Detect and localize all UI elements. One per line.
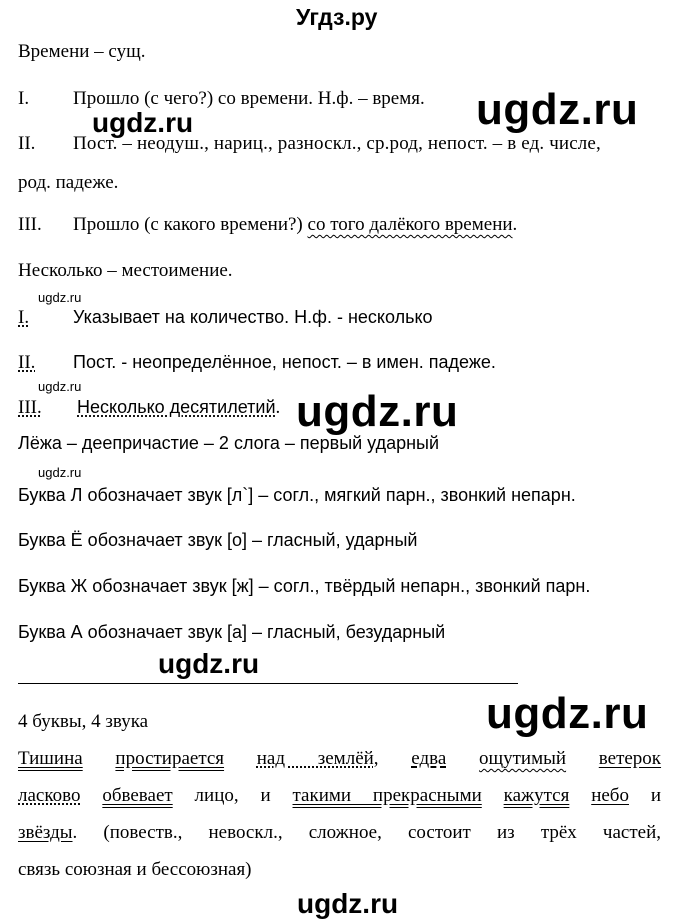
- letter-line-a: Буква А обозначает звук [а] – гласный, безударный: [18, 622, 446, 642]
- sentence-line4: связь союзная и бессоюзная): [18, 859, 252, 880]
- letter-line-yo: Буква Ё обозначает звук [о] – гласный, ударный: [18, 530, 418, 550]
- subject-word-2: ветерок: [598, 748, 662, 769]
- predicate-word-3: кажутся: [503, 785, 570, 806]
- line-text: Пост. – неодуш., нариц., разноскл., ср.род, непост. – в ед. числе,: [73, 133, 601, 154]
- modifier-word: едва: [411, 748, 447, 769]
- line-end: .: [275, 397, 281, 418]
- roman-numeral: II.: [18, 352, 36, 373]
- horizontal-divider: [18, 683, 518, 684]
- page-header: Угдз.ру: [296, 4, 378, 30]
- underlined-phrase: Несколько десятилетий: [77, 397, 276, 417]
- roman-numeral: II.: [18, 133, 36, 154]
- roman-numeral: III.: [18, 397, 42, 418]
- letter-line-l: Буква Л обозначает звук [л`] – согл., мягкий парн., звонкий непарн.: [18, 485, 576, 505]
- watermark: ugdz.ru: [486, 689, 649, 738]
- section1-line1: [18, 88, 425, 110]
- watermark: ugdz.ru: [297, 888, 399, 919]
- letter-line-zh: Буква Ж обозначает звук [ж] – согл., твёрдый непарн., звонкий парн.: [18, 576, 591, 596]
- line-text: Прошло (с чего?) со времени. Н.ф. – время.: [73, 88, 425, 109]
- section3-heading: Лёжа – деепричастие – 2 слога – первый ударный: [18, 433, 440, 453]
- subject-word: Тишина: [18, 748, 83, 769]
- subject-word-4: звёзды: [18, 822, 73, 843]
- watermark: ugdz.ru: [38, 290, 82, 305]
- sentence-description: . (повеств., невоскл., сложное, состоит из трёх частей,: [72, 822, 661, 843]
- watermark: ugdz.ru: [296, 387, 459, 436]
- roman-numeral: I.: [18, 307, 30, 328]
- roman-numeral: I.: [18, 88, 30, 109]
- predicate-word: простирается: [115, 748, 225, 769]
- adverb-word: ласково: [18, 785, 81, 806]
- roman-numeral: III.: [18, 214, 42, 235]
- line-text: Пост. - неопределённое, непост. – в имен. падеже.: [73, 352, 496, 372]
- line-text: Прошло (с какого времени?): [73, 214, 308, 235]
- line-text: Указывает на количество. Н.ф. - несколько: [73, 307, 433, 327]
- section1-heading: Времени – сущ.: [18, 41, 146, 62]
- letters-sounds-count: 4 буквы, 4 звука: [18, 711, 149, 732]
- section2-line1: [18, 306, 433, 329]
- watermark: ugdz.ru: [92, 107, 194, 138]
- sentence-line1: Тишина простирается над землёй, едва ощутимый ветерок: [18, 748, 662, 769]
- section2-heading: Несколько – местоимение.: [18, 260, 233, 281]
- watermark: ugdz.ru: [38, 379, 82, 394]
- section2-line3: [18, 396, 280, 419]
- watermark: ugdz.ru: [476, 85, 639, 134]
- sentence-line2: ласково обвевает лицо, и такими прекрасными кажутся небо и: [18, 785, 662, 806]
- predicate-phrase-3: такими прекрасными: [292, 785, 482, 806]
- section2-line2: [18, 351, 496, 374]
- watermark: ugdz.ru: [158, 648, 260, 679]
- line-end: .: [512, 214, 518, 235]
- subject-word-3: небо: [591, 785, 629, 806]
- sentence-line3: [18, 822, 661, 844]
- section1-line3: [18, 214, 517, 236]
- adverbial-phrase: над землёй: [256, 748, 374, 769]
- watermark: ugdz.ru: [38, 465, 82, 480]
- underlined-phrase: со того далёкого времени: [307, 214, 513, 235]
- section1-line2-cont: род. падеже.: [18, 172, 119, 193]
- object-word: лицо: [194, 785, 234, 806]
- predicate-word-2: обвевает: [102, 785, 173, 806]
- attribute-word: ощутимый: [479, 748, 567, 769]
